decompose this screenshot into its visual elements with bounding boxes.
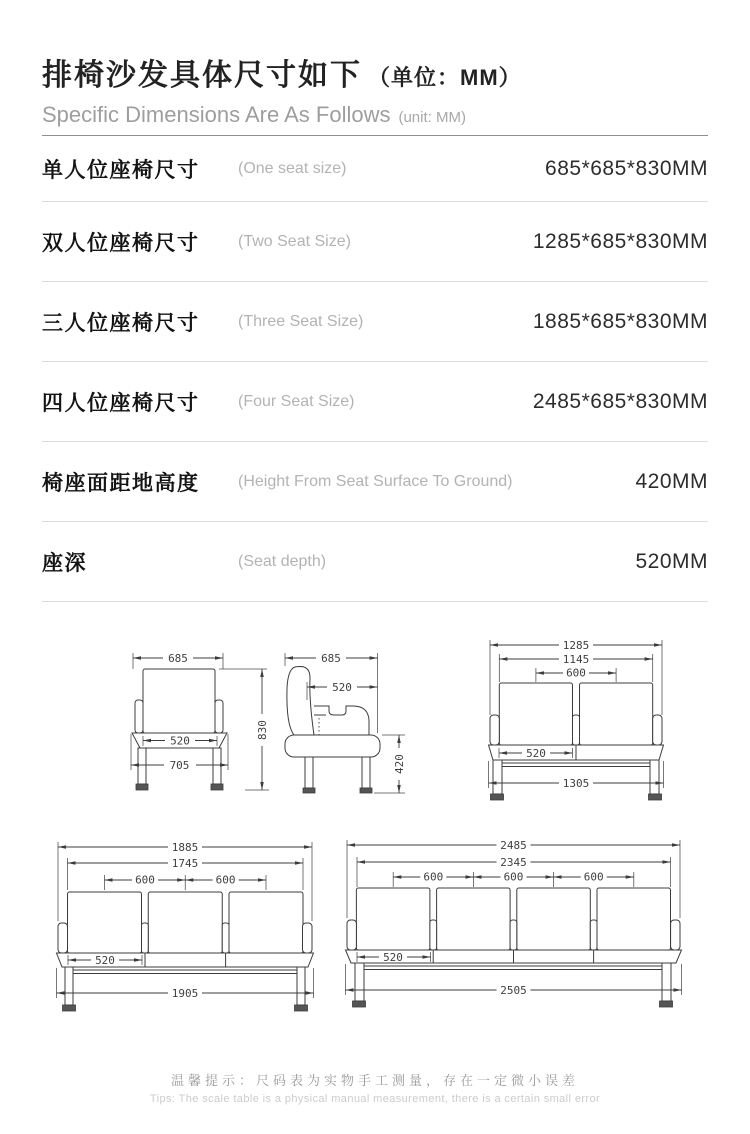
dim-label-depth-top: 685 (321, 652, 341, 665)
spec-row-two-seat (42, 202, 708, 282)
page-title-zh: 排椅沙发具体尺寸如下 (42, 59, 362, 92)
dim-label-backs-width: 1145 (562, 653, 590, 666)
spec-label-zh: 单人位座椅尺寸 (42, 158, 200, 182)
dim-label-seat-depth: 520 (332, 681, 352, 694)
spec-table (42, 135, 708, 602)
spec-value: 420MM (635, 469, 708, 493)
dim-label-seat-width: 520 (383, 951, 403, 964)
spec-label-zh: 椅座面距地高度 (42, 471, 200, 495)
spec-value: 520MM (635, 549, 708, 573)
page-title-unit: （单位：MM） (368, 65, 522, 90)
dim-label-seat-pitch-2: 600 (215, 873, 236, 887)
page-subtitle-en: Specific Dimensions Are As Follows (42, 102, 391, 127)
dim-label-base-width: 1305 (562, 777, 590, 790)
tip-text-en: Tips: The scale table is a physical manual measurement, there is a certain small error (149, 1093, 601, 1105)
dim-label-height: 830 (256, 720, 269, 740)
page-title (42, 50, 708, 94)
spec-label-en: (Seat depth) (238, 552, 327, 570)
spec-value: 2485*685*830MM (532, 389, 708, 413)
page-subtitle-unit: (unit: MM) (398, 109, 466, 126)
spec-value: 685*685*830MM (545, 156, 708, 180)
dim-label-seat-pitch-2: 600 (503, 870, 524, 884)
spec-label-zh: 三人位座椅尺寸 (42, 311, 200, 335)
dim-label-base-width: 1905 (171, 987, 199, 1000)
dim-label-backs-width: 2345 (500, 856, 527, 869)
spec-label-en: (Three Seat Size) (238, 312, 364, 330)
dim-label-seat-height: 420 (393, 754, 406, 774)
dim-label-seat-pitch-1: 600 (135, 873, 155, 887)
spec-label-zh: 座深 (42, 551, 87, 575)
spec-row-three-seat (42, 282, 708, 362)
spec-label-en: (One seat size) (238, 159, 347, 177)
single-seat-front-drawing (95, 640, 280, 802)
tip-text-zh: 温馨提示：尺码表为实物手工测量，存在一定微小误差 (170, 1073, 579, 1088)
spec-label-en: (Two Seat Size) (238, 232, 351, 250)
seat-back (287, 667, 314, 736)
footer-tips (0, 1070, 750, 1105)
seat-backs (68, 892, 304, 953)
dim-label-seat-pitch: 600 (566, 666, 586, 680)
four-seat-drawing (340, 835, 690, 1015)
single-seat-side-drawing (283, 640, 418, 802)
page-subtitle (42, 102, 708, 128)
spec-label-zh: 四人位座椅尺寸 (42, 391, 200, 415)
spec-value: 1285*685*830MM (532, 229, 708, 253)
dim-label-width-top: 2485 (500, 839, 527, 852)
spec-row-four-seat (42, 362, 708, 442)
armrest (314, 706, 369, 735)
dim-label-seat-pitch-3: 600 (583, 870, 604, 884)
legs (303, 757, 372, 793)
dim-label-width-top: 1885 (171, 841, 199, 854)
dim-label-seat-width: 520 (95, 954, 115, 967)
dim-label-seat-width: 520 (526, 747, 546, 760)
spec-label-zh: 双人位座椅尺寸 (42, 231, 200, 255)
spec-value: 1885*685*830MM (532, 309, 708, 333)
seat-back (143, 669, 215, 733)
dim-label-width-top: 685 (168, 652, 188, 665)
spec-row-seat-height (42, 442, 708, 522)
dim-label-backs-width: 1745 (171, 857, 199, 870)
dim-label-base-width: 705 (169, 759, 190, 772)
spec-label-en: (Height From Seat Surface To Ground) (238, 472, 513, 490)
dim-label-base-width: 2505 (500, 984, 527, 997)
dim-label-width-top: 1285 (562, 639, 590, 652)
two-seat-drawing (478, 630, 674, 808)
dim-label-seat-pitch-1: 600 (423, 870, 444, 884)
three-seat-drawing (42, 838, 337, 1018)
seat-cushion (285, 735, 380, 757)
header (42, 50, 708, 128)
bench-base (489, 745, 664, 760)
dim-label-seat-width: 520 (170, 734, 190, 748)
spec-label-en: (Four Seat Size) (238, 392, 355, 410)
spec-row-seat-depth (42, 522, 708, 602)
spec-row-one-seat (42, 136, 708, 202)
